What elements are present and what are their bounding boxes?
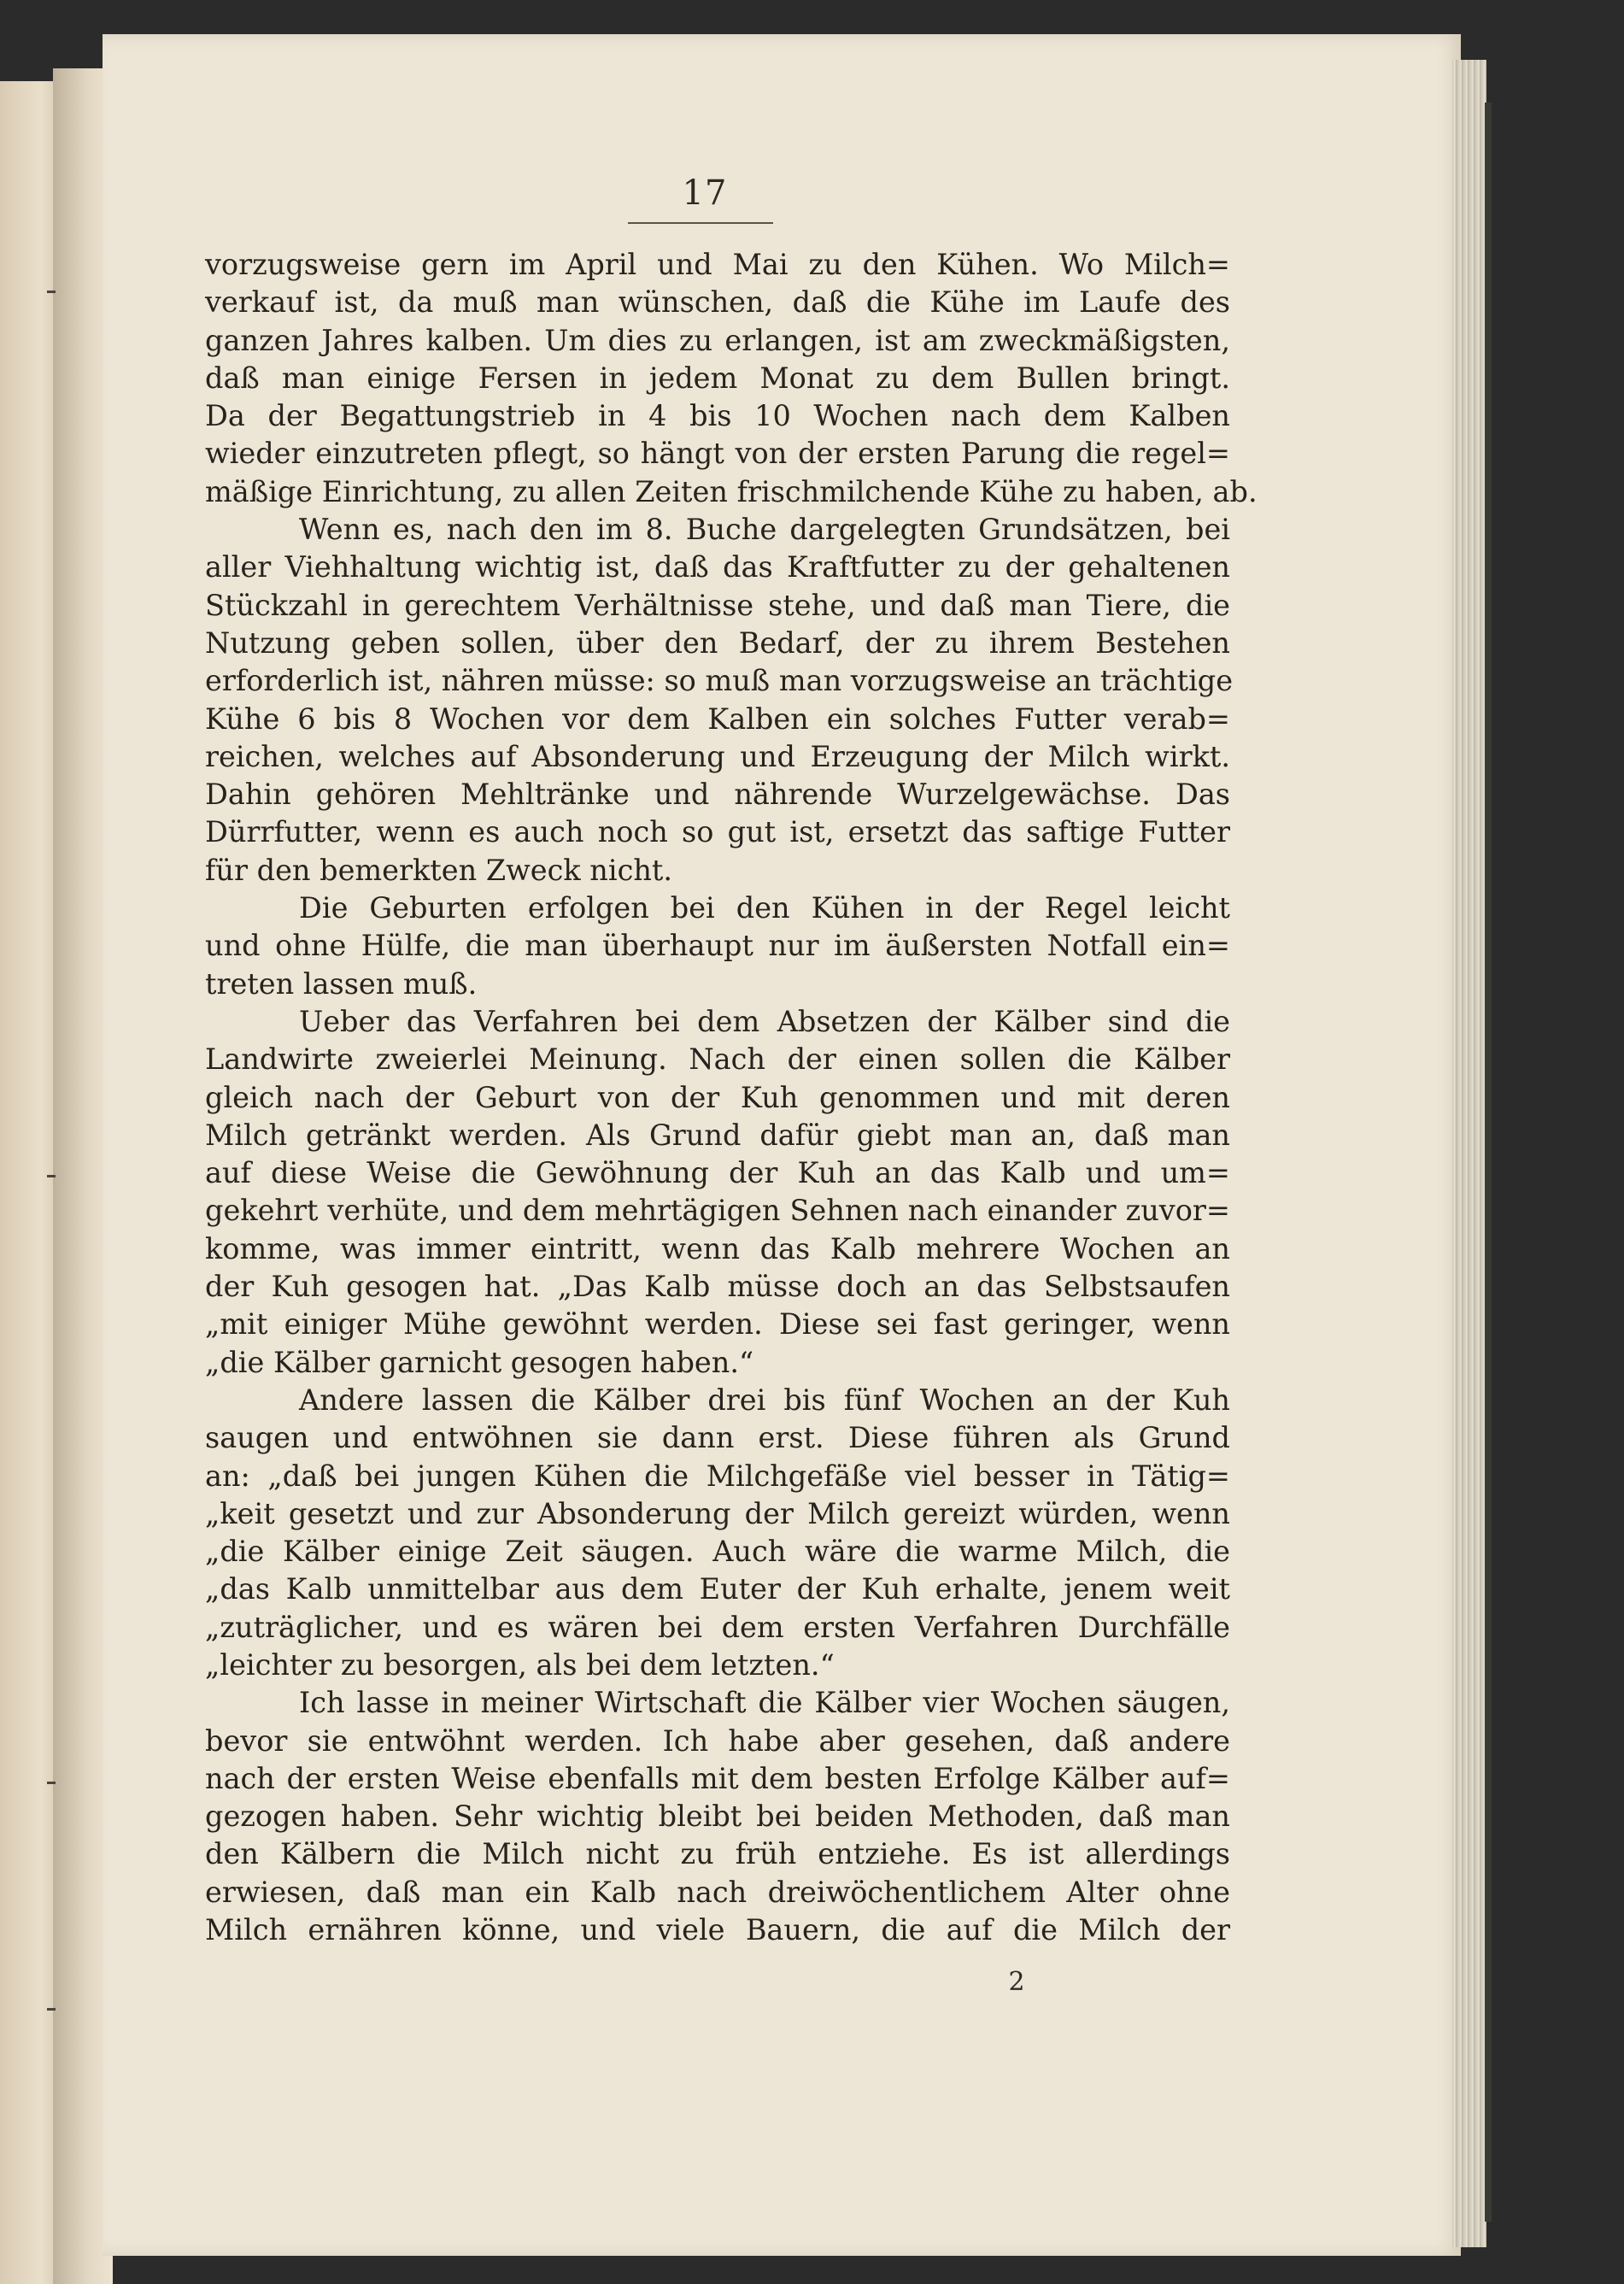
text-line: Ich lasse in meiner Wirtschaft die Kälber vier Wochen säugen, <box>299 1686 1230 1720</box>
text-line: für den bemerkten Zweck nicht. <box>205 853 673 887</box>
text-line: Milch getränkt werden. Als Grund dafür giebt man an, daß man <box>205 1118 1230 1152</box>
page-number: 17 <box>682 173 728 213</box>
page-number-rule <box>628 222 773 224</box>
text-line: Da der Begattungstrieb in 4 bis 10 Wochen nach dem Kalben <box>205 399 1230 433</box>
text-line: und ohne Hülfe, die man überhaupt nur im äußersten Notfall ein= <box>205 929 1230 963</box>
text-line: gekehrt verhüte, und dem mehrtägigen Sehnen nach einander zuvor= <box>205 1194 1230 1228</box>
text-line: erforderlich ist, nähren müsse: so muß man vorzugsweise an trächtige <box>205 664 1234 698</box>
text-line: gezogen haben. Sehr wichtig bleibt bei beiden Methoden, daß man <box>205 1800 1230 1834</box>
text-line: verkauf ist, da muß man wünschen, daß die Kühe im Laufe des <box>205 285 1230 320</box>
margin-mark <box>47 1782 56 1784</box>
text-line: vorzugsweise gern im April und Mai zu den Kühen. Wo Milch= <box>205 248 1230 281</box>
text-line: nach der ersten Weise ebenfalls mit dem besten Erfolge Kälber auf= <box>205 1761 1230 1795</box>
text-line: „das Kalb unmittelbar aus dem Euter der Kuh erhalte, jenem weit <box>205 1572 1230 1606</box>
page-stack-edge <box>1452 60 1486 2247</box>
text-line: Andere lassen die Kälber drei bis fünf Wochen an der Kuh <box>299 1383 1230 1417</box>
text-line: komme, was immer eintritt, wenn das Kalb mehrere Wochen an <box>205 1231 1230 1265</box>
margin-mark <box>47 291 56 293</box>
margin-mark <box>47 1175 56 1177</box>
text-line: treten lassen muß. <box>205 966 478 1001</box>
text-line: „leichter zu besorgen, als bei dem letzten.“ <box>205 1647 835 1682</box>
text-line: Kühe 6 bis 8 Wochen vor dem Kalben ein solches Futter verab= <box>205 702 1230 736</box>
text-line: aller Viehhaltung wichtig ist, daß das Kraftfutter zu der gehaltenen <box>205 550 1230 584</box>
text-line: erwiesen, daß man ein Kalb nach dreiwöchentlichem Alter ohne <box>205 1875 1230 1909</box>
body-text <box>205 246 1258 1949</box>
text-line: Nutzung geben sollen, über den Bedarf, der zu ihrem Bestehen <box>205 625 1230 660</box>
text-line: daß man einige Fersen in jedem Monat zu dem Bullen bringt. <box>205 361 1230 395</box>
text-line: „zuträglicher, und es wären bei dem ersten Verfahren Durchfälle <box>205 1610 1230 1644</box>
text-line: Wenn es, nach den im 8. Buche dargelegten Grundsätzen, bei <box>299 513 1230 547</box>
text-line: „mit einiger Mühe gewöhnt werden. Diese sei fast geringer, wenn <box>205 1307 1230 1342</box>
text-line: saugen und entwöhnen sie dann erst. Diese führen als Grund <box>205 1421 1230 1455</box>
text-line: auf diese Weise die Gewöhnung der Kuh an das Kalb und um= <box>205 1156 1230 1190</box>
text-line: an: „daß bei jungen Kühen die Milchgefäße viel besser in Tätig= <box>205 1459 1230 1493</box>
text-line: mäßige Einrichtung, zu allen Zeiten frischmilchende Kühe zu haben, ab. <box>205 474 1258 508</box>
signature-mark: 2 <box>1008 1967 1025 1997</box>
text-line: den Kälbern die Milch nicht zu früh entziehe. Es ist allerdings <box>205 1837 1230 1871</box>
text-line: ganzen Jahres kalben. Um dies zu erlangen, ist am zweckmäßigsten, <box>205 323 1230 357</box>
text-line: Dürrfutter, wenn es auch noch so gut ist, ersetzt das saftige Futter <box>205 815 1230 849</box>
text-line: Stückzahl in gerechtem Verhältnisse stehe, und daß man Tiere, die <box>205 588 1230 622</box>
margin-mark <box>47 2008 56 2011</box>
text-line: Dahin gehören Mehltränke und nährende Wurzelgewächse. Das <box>205 778 1230 812</box>
text-line: Landwirte zweierlei Meinung. Nach der einen sollen die Kälber <box>205 1042 1230 1077</box>
text-line: „die Kälber garnicht gesogen haben.“ <box>205 1345 754 1379</box>
text-line: der Kuh gesogen hat. „Das Kalb müsse doch an das Selbstsaufen <box>205 1270 1230 1304</box>
text-line: Milch ernähren könne, und viele Bauern, die auf die Milch der <box>205 1913 1230 1947</box>
text-line: bevor sie entwöhnt werden. Ich habe aber gesehen, daß andere <box>205 1723 1230 1758</box>
text-line: Die Geburten erfolgen bei den Kühen in der Regel leicht <box>299 891 1230 925</box>
text-line: reichen, welches auf Absonderung und Erzeugung der Milch wirkt. <box>205 739 1230 773</box>
text-line: „keit gesetzt und zur Absonderung der Milch gereizt würden, wenn <box>205 1496 1230 1530</box>
binding-shadow <box>1485 103 1492 2222</box>
text-line: gleich nach der Geburt von der Kuh genommen und mit deren <box>205 1080 1230 1114</box>
text-line: „die Kälber einige Zeit säugen. Auch wäre die warme Milch, die <box>205 1535 1230 1569</box>
text-line: wieder einzutreten pflegt, so hängt von der ersten Parung die regel= <box>205 437 1230 471</box>
text-line: Ueber das Verfahren bei dem Absetzen der Kälber sind die <box>299 1004 1230 1038</box>
